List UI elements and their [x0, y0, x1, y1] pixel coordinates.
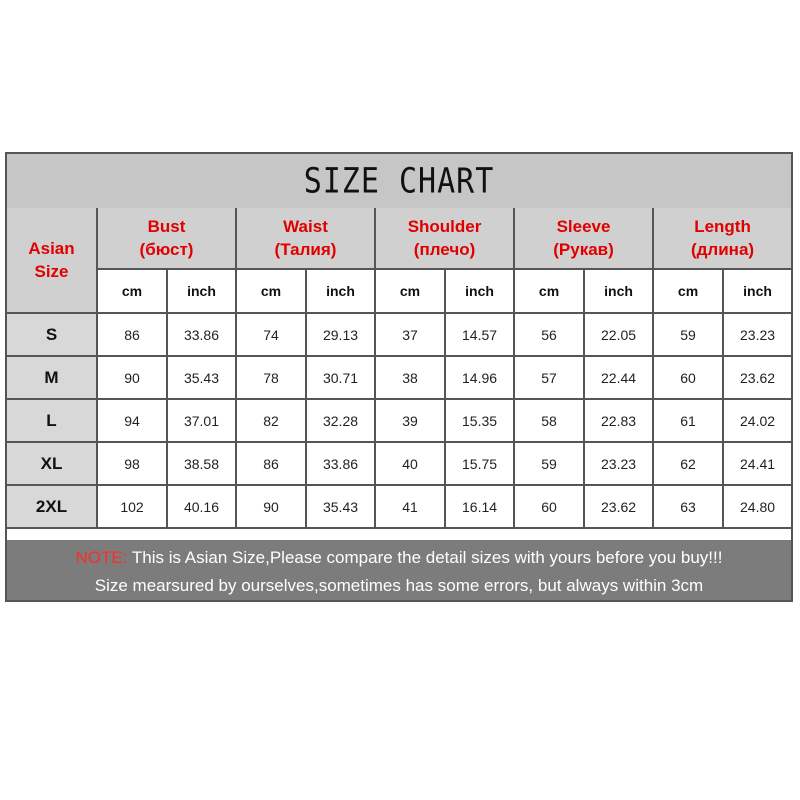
unit-cell: cm	[375, 269, 445, 313]
table-cell: 23.23	[723, 313, 791, 356]
table-cell: 23.62	[584, 485, 653, 528]
table-cell: 102	[97, 485, 167, 528]
column-header-sleeve	[514, 208, 653, 269]
column-translation: (Рукав)	[553, 240, 614, 259]
table-cell: 57	[514, 356, 584, 399]
column-name: Waist	[283, 217, 328, 236]
table-cell: 41	[375, 485, 445, 528]
note-text: This is Asian Size,Please compare the detail sizes with yours before you buy!!!	[127, 548, 723, 567]
table-cell: 61	[653, 399, 723, 442]
table-cell: 35.43	[306, 485, 375, 528]
column-header-length	[653, 208, 791, 269]
table-cell: 86	[236, 442, 306, 485]
table-cell: 62	[653, 442, 723, 485]
unit-cell: inch	[306, 269, 375, 313]
unit-row	[7, 269, 791, 313]
size-label: 2XL	[7, 485, 97, 528]
column-header-waist	[236, 208, 375, 269]
table-cell: 56	[514, 313, 584, 356]
table-cell: 33.86	[306, 442, 375, 485]
column-translation: (Талия)	[274, 240, 337, 259]
unit-cell: cm	[236, 269, 306, 313]
note-line-2: Size mearsured by ourselves,sometimes has some errors, but always within 3cm	[94, 576, 704, 595]
table-cell: 16.14	[445, 485, 514, 528]
table-cell: 24.02	[723, 399, 791, 442]
table-cell: 98	[97, 442, 167, 485]
table-cell: 15.75	[445, 442, 514, 485]
table-cell: 90	[236, 485, 306, 528]
table-cell: 22.05	[584, 313, 653, 356]
unit-cell: inch	[723, 269, 791, 313]
table-cell: 60	[653, 356, 723, 399]
table-cell: 15.35	[445, 399, 514, 442]
unit-cell: cm	[514, 269, 584, 313]
table-cell: 38	[375, 356, 445, 399]
column-translation: (длина)	[690, 240, 755, 259]
table-row	[7, 442, 791, 485]
asian-size-header-line2: Size	[34, 262, 69, 281]
column-name: Shoulder	[407, 217, 482, 236]
table-cell: 24.80	[723, 485, 791, 528]
table-cell: 39	[375, 399, 445, 442]
table-cell: 29.13	[306, 313, 375, 356]
table-cell: 78	[236, 356, 306, 399]
size-label: S	[7, 313, 97, 356]
table-row	[7, 485, 791, 528]
table-cell: 38.58	[167, 442, 236, 485]
table-row	[7, 399, 791, 442]
title-bar	[7, 154, 791, 210]
table-row	[7, 313, 791, 356]
table-cell: 30.71	[306, 356, 375, 399]
note-line-1	[7, 544, 791, 572]
table-cell: 40	[375, 442, 445, 485]
column-translation: (бюст)	[139, 240, 194, 259]
header-row	[7, 208, 791, 269]
unit-cell: inch	[445, 269, 514, 313]
table-cell: 35.43	[167, 356, 236, 399]
column-translation: (плечо)	[413, 240, 476, 259]
table-cell: 74	[236, 313, 306, 356]
table-row	[7, 356, 791, 399]
column-name: Sleeve	[556, 217, 611, 236]
table-cell: 37	[375, 313, 445, 356]
table-cell: 24.41	[723, 442, 791, 485]
table-cell: 14.57	[445, 313, 514, 356]
table-cell: 63	[653, 485, 723, 528]
size-chart	[5, 152, 793, 602]
table-cell: 86	[97, 313, 167, 356]
asian-size-header	[7, 208, 97, 313]
size-label: XL	[7, 442, 97, 485]
chart-title: SIZE CHART	[303, 160, 495, 202]
table-cell: 59	[653, 313, 723, 356]
table-cell: 23.23	[584, 442, 653, 485]
table-cell: 33.86	[167, 313, 236, 356]
table-cell: 22.44	[584, 356, 653, 399]
size-label: L	[7, 399, 97, 442]
unit-cell: cm	[97, 269, 167, 313]
unit-cell: inch	[584, 269, 653, 313]
table-cell: 90	[97, 356, 167, 399]
column-name: Length	[694, 217, 751, 236]
table-cell: 40.16	[167, 485, 236, 528]
unit-cell: cm	[653, 269, 723, 313]
unit-cell: inch	[167, 269, 236, 313]
table-cell: 60	[514, 485, 584, 528]
table-cell: 32.28	[306, 399, 375, 442]
table-cell: 37.01	[167, 399, 236, 442]
asian-size-header-line1: Asian	[28, 239, 75, 258]
column-header-bust	[97, 208, 236, 269]
table-cell: 59	[514, 442, 584, 485]
table-cell: 14.96	[445, 356, 514, 399]
size-table	[7, 208, 791, 529]
table-cell: 22.83	[584, 399, 653, 442]
column-name: Bust	[147, 217, 186, 236]
column-header-shoulder	[375, 208, 514, 269]
size-label: M	[7, 356, 97, 399]
table-cell: 94	[97, 399, 167, 442]
table-cell: 23.62	[723, 356, 791, 399]
table-cell: 82	[236, 399, 306, 442]
note-label: NOTE:	[75, 548, 128, 567]
note-bar	[7, 540, 791, 600]
table-cell: 58	[514, 399, 584, 442]
